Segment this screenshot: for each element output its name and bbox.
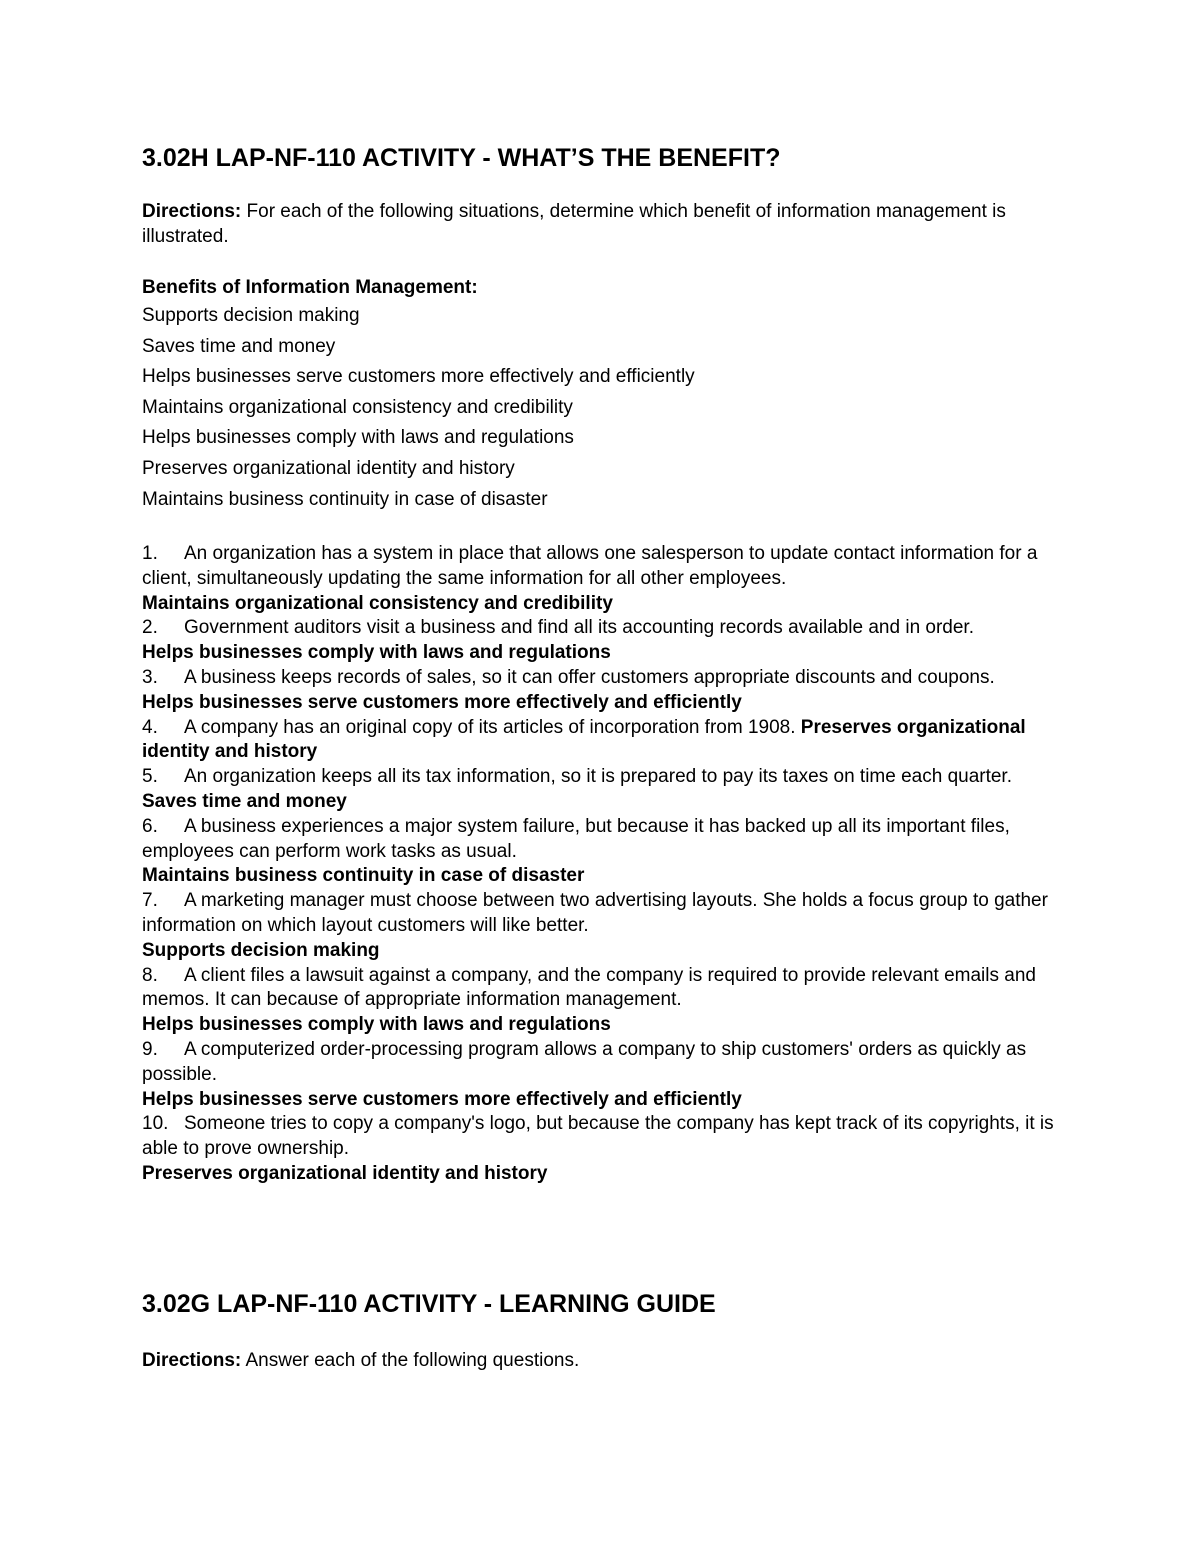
question-text: A computerized order-processing program allows a company to ship customers' orders as quickly as possible. — [142, 1038, 1027, 1085]
question-number: 3. — [142, 666, 158, 688]
question-text: A client files a lawsuit against a company, and the company is required to provide relevant emails and memos. It can because of appropriate information management. — [142, 964, 1036, 1011]
directions-label: Directions: — [142, 201, 242, 222]
question-item — [142, 1038, 1062, 1112]
section-2-title: 3.02G LAP-NF-110 ACTIVITY - LEARNING GUIDE — [142, 1290, 716, 1318]
benefit-item: Maintains business continuity in case of disaster — [142, 488, 548, 510]
question-number: 8. — [142, 964, 158, 986]
directions-text: Answer each of the following questions. — [241, 1350, 580, 1371]
question-number: 7. — [142, 890, 158, 912]
question-answer: Helps businesses serve customers more effectively and efficiently — [142, 1088, 742, 1110]
question-answer: Supports decision making — [142, 939, 380, 961]
question-answer: Maintains business continuity in case of disaster — [142, 865, 585, 887]
section-2-directions — [142, 1348, 1042, 1373]
question-item — [142, 666, 1062, 716]
question-text: A marketing manager must choose between two advertising layouts. She holds a focus group to gather information on which layout customers will like better. — [142, 890, 1048, 936]
section-1-directions — [142, 199, 1042, 249]
directions-text: For each of the following situations, determine which benefit of information management is illustrated. — [142, 201, 1006, 247]
question-answer: Preserves organizational identity and history — [142, 716, 1026, 763]
benefits-heading: Benefits of Information Management: — [142, 277, 478, 298]
benefit-item: Helps businesses serve customers more effectively and efficiently — [142, 366, 695, 388]
question-item — [142, 1112, 1062, 1186]
benefit-item: Preserves organizational identity and history — [142, 457, 515, 479]
question-text: An organization keeps all its tax information, so it is prepared to pay its taxes on time each quarter. — [184, 766, 1012, 788]
question-text: A business experiences a major system failure, but because it has backed up all its important files, employees can perform work tasks as usual. — [142, 815, 1010, 862]
question-text: A company has an original copy of its articles of incorporation from 1908. — [184, 716, 801, 738]
question-list — [142, 542, 1062, 1187]
question-item — [142, 616, 1062, 666]
benefit-item: Saves time and money — [142, 335, 336, 357]
question-number: 10. — [142, 1113, 169, 1135]
benefit-item: Supports decision making — [142, 305, 360, 326]
question-item — [142, 889, 1062, 963]
directions-label: Directions: — [142, 1350, 242, 1371]
question-answer: Preserves organizational identity and history — [142, 1162, 548, 1184]
question-item — [142, 765, 1062, 815]
question-number: 1. — [142, 543, 158, 564]
question-text: Someone tries to copy a company's logo, but because the company has kept track of its copyrights, it is able to prove ownership. — [142, 1113, 1054, 1160]
section-1-title: 3.02H LAP-NF-110 ACTIVITY - WHAT’S THE BENEFIT? — [142, 144, 781, 172]
question-item — [142, 542, 1062, 616]
benefit-item: Maintains organizational consistency and credibility — [142, 396, 573, 418]
benefits-list — [142, 303, 695, 517]
question-answer: Saves time and money — [142, 790, 347, 812]
question-item — [142, 815, 1062, 889]
question-text: Government auditors visit a business and find all its accounting records available and in order. — [184, 617, 974, 639]
question-answer: Helps businesses comply with laws and regulations — [142, 1014, 611, 1036]
benefit-item: Helps businesses comply with laws and regulations — [142, 427, 574, 449]
question-number: 6. — [142, 815, 158, 837]
question-text: A business keeps records of sales, so it can offer customers appropriate discounts and coupons. — [184, 666, 995, 688]
question-number: 2. — [142, 617, 158, 639]
question-answer: Helps businesses comply with laws and regulations — [142, 642, 611, 664]
question-answer: Maintains organizational consistency and credibility — [142, 592, 613, 614]
question-number: 4. — [142, 716, 158, 738]
question-text: An organization has a system in place that allows one salesperson to update contact information for a client, simultaneously updating the same information for all other employees. — [142, 543, 1038, 589]
question-number: 9. — [142, 1038, 158, 1060]
question-item — [142, 964, 1062, 1038]
question-answer: Helps businesses serve customers more effectively and efficiently — [142, 691, 742, 713]
question-item — [142, 716, 1062, 766]
question-number: 5. — [142, 766, 158, 788]
